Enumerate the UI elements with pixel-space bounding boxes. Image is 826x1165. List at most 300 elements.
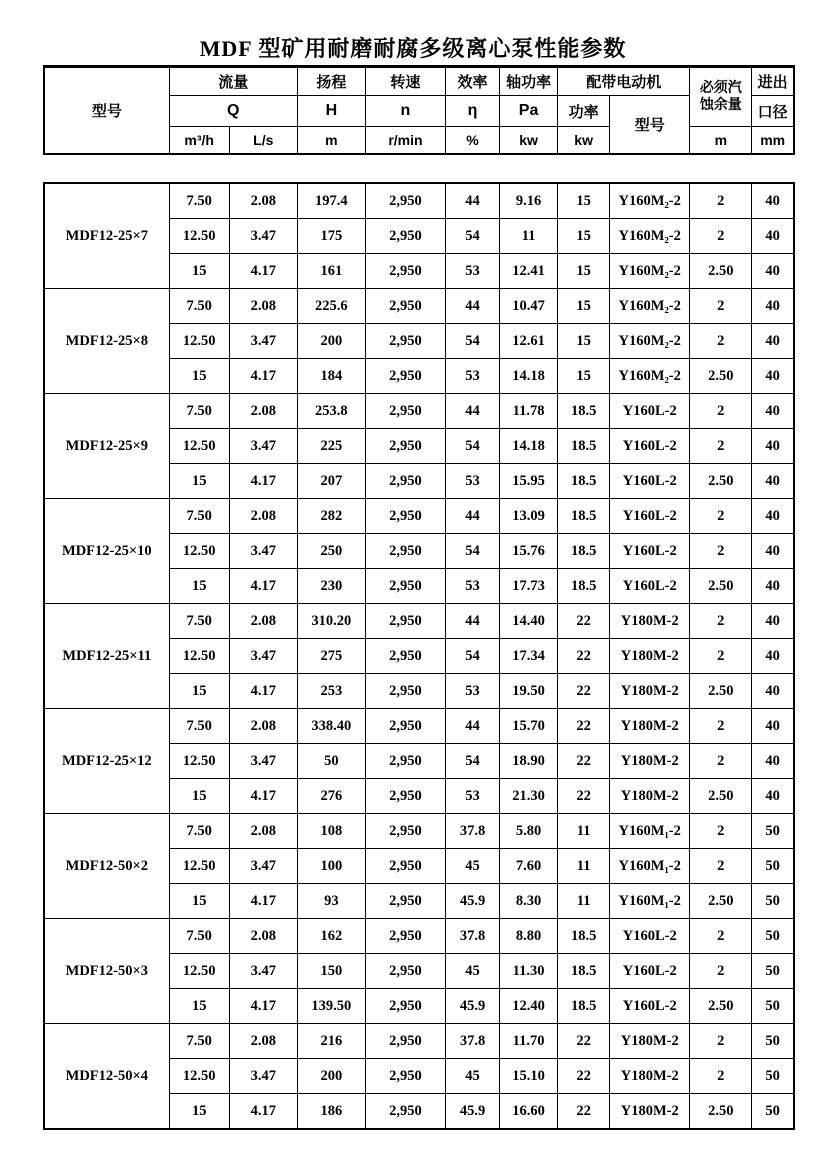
data-cell: 18.90 [500, 744, 558, 779]
data-cell: 2,950 [365, 849, 445, 884]
header-flow-symbol: Q [169, 96, 297, 127]
data-cell: 11 [500, 219, 558, 254]
header-npsh-line1: 必须汽 [699, 80, 742, 96]
data-cell: 5.80 [500, 814, 558, 849]
data-cell: 18.5 [558, 499, 610, 534]
data-cell: 12.50 [169, 324, 229, 359]
data-cell: 2,950 [365, 604, 445, 639]
data-cell: 15 [558, 254, 610, 289]
table-row [44, 814, 794, 849]
data-cell: 2 [690, 183, 752, 219]
data-cell: 4.17 [229, 254, 297, 289]
data-cell: 40 [752, 534, 794, 569]
data-cell: 37.8 [445, 814, 499, 849]
data-cell: 161 [297, 254, 365, 289]
pump-model-cell: MDF12-25×8 [44, 289, 169, 394]
data-cell: 12.50 [169, 429, 229, 464]
data-cell: 16.60 [500, 1094, 558, 1130]
data-cell: 37.8 [445, 1024, 499, 1059]
data-cell: 40 [752, 499, 794, 534]
header-npsh-line2: 蚀余量 [699, 98, 742, 113]
data-cell: 4.17 [229, 989, 297, 1024]
data-cell: 53 [445, 464, 499, 499]
pump-group [44, 604, 794, 709]
data-cell: 2,950 [365, 1024, 445, 1059]
data-cell: 45 [445, 849, 499, 884]
data-cell: Y160M₂-2 [610, 324, 690, 359]
data-cell: 9.16 [500, 183, 558, 219]
data-cell: 216 [297, 1024, 365, 1059]
data-cell: 50 [752, 1059, 794, 1094]
data-cell: 18.5 [558, 989, 610, 1024]
data-cell: 2,950 [365, 674, 445, 709]
data-cell: 139.50 [297, 989, 365, 1024]
data-cell: 225.6 [297, 289, 365, 324]
data-cell: 2,950 [365, 1094, 445, 1130]
header-efficiency-symbol: η [445, 96, 499, 127]
data-cell: 12.50 [169, 849, 229, 884]
data-cell: 2,950 [365, 1059, 445, 1094]
data-cell: 3.47 [229, 744, 297, 779]
data-cell: 2,950 [365, 254, 445, 289]
data-cell: 7.50 [169, 394, 229, 429]
data-cell: 14.40 [500, 604, 558, 639]
pump-group [44, 1024, 794, 1130]
data-cell: 45.9 [445, 989, 499, 1024]
data-cell: 2.08 [229, 183, 297, 219]
data-cell: 200 [297, 1059, 365, 1094]
pump-group [44, 183, 794, 289]
data-cell: 14.18 [500, 359, 558, 394]
data-cell: 15 [558, 359, 610, 394]
data-cell: 2,950 [365, 289, 445, 324]
header-head-symbol: H [297, 96, 365, 127]
data-cell: 40 [752, 709, 794, 744]
data-cell: 19.50 [500, 674, 558, 709]
data-cell: 282 [297, 499, 365, 534]
data-cell: 40 [752, 359, 794, 394]
data-cell: 54 [445, 534, 499, 569]
data-cell: 45 [445, 1059, 499, 1094]
table-row [44, 1024, 794, 1059]
page-title: MDF 型矿用耐磨耐腐多级离心泵性能参数 [199, 36, 627, 61]
data-cell: 15 [169, 1094, 229, 1130]
data-cell: 50 [752, 919, 794, 954]
data-cell: 8.30 [500, 884, 558, 919]
data-cell: 15 [558, 324, 610, 359]
data-cell: 50 [752, 1094, 794, 1130]
pump-model-cell: MDF12-25×7 [44, 183, 169, 289]
data-cell: 21.30 [500, 779, 558, 814]
data-cell: 2,950 [365, 989, 445, 1024]
data-cell: 15 [169, 779, 229, 814]
data-cell: 2,950 [365, 884, 445, 919]
table-row [44, 709, 794, 744]
header-flow: 流量 [169, 67, 297, 96]
data-cell: 15.95 [500, 464, 558, 499]
data-cell: 50 [752, 884, 794, 919]
data-cell: 10.47 [500, 289, 558, 324]
data-cell: Y180M-2 [610, 1024, 690, 1059]
data-cell: 2,950 [365, 639, 445, 674]
data-cell: 18.5 [558, 919, 610, 954]
data-cell: 2.50 [690, 254, 752, 289]
data-cell: Y160M₂-2 [610, 254, 690, 289]
data-cell: Y180M-2 [610, 779, 690, 814]
data-cell: 2.50 [690, 569, 752, 604]
data-cell: 54 [445, 429, 499, 464]
data-cell: 12.50 [169, 744, 229, 779]
data-cell: 14.18 [500, 429, 558, 464]
data-cell: 2,950 [365, 919, 445, 954]
data-cell: 4.17 [229, 1094, 297, 1130]
data-cell: 2,950 [365, 183, 445, 219]
data-cell: 2 [690, 919, 752, 954]
data-cell: 22 [558, 709, 610, 744]
data-cell: 2,950 [365, 324, 445, 359]
header-motor-model: 型号 [610, 96, 690, 155]
data-cell: 2 [690, 849, 752, 884]
data-cell: 2,950 [365, 779, 445, 814]
data-cell: 175 [297, 219, 365, 254]
data-cell: 17.34 [500, 639, 558, 674]
data-cell: 40 [752, 674, 794, 709]
data-cell: 53 [445, 779, 499, 814]
data-cell: 3.47 [229, 954, 297, 989]
data-cell: 2 [690, 534, 752, 569]
data-cell: 7.50 [169, 1024, 229, 1059]
data-cell: Y180M-2 [610, 604, 690, 639]
pump-model-cell: MDF12-25×10 [44, 499, 169, 604]
data-cell: 50 [752, 989, 794, 1024]
data-cell: 2 [690, 429, 752, 464]
data-cell: 13.09 [500, 499, 558, 534]
data-cell: 40 [752, 429, 794, 464]
data-cell: 225 [297, 429, 365, 464]
data-cell: 2 [690, 954, 752, 989]
data-cell: 310.20 [297, 604, 365, 639]
header-motor-power-unit: kw [558, 127, 610, 155]
data-cell: 2.50 [690, 359, 752, 394]
header-shaft-power-unit: kw [500, 127, 558, 155]
data-cell: 2.08 [229, 604, 297, 639]
data-cell: 12.50 [169, 954, 229, 989]
data-cell: 18.5 [558, 429, 610, 464]
data-cell: 15 [169, 254, 229, 289]
data-cell: 50 [752, 954, 794, 989]
data-cell: 11 [558, 884, 610, 919]
data-cell: 2.08 [229, 919, 297, 954]
data-cell: 11.30 [500, 954, 558, 989]
data-cell: 7.50 [169, 814, 229, 849]
data-cell: 40 [752, 394, 794, 429]
data-cell: 2.50 [690, 884, 752, 919]
data-cell: 45 [445, 954, 499, 989]
data-cell: 2 [690, 324, 752, 359]
data-cell: 40 [752, 569, 794, 604]
data-cell: 15.10 [500, 1059, 558, 1094]
data-cell: 15 [169, 884, 229, 919]
data-cell: Y160L-2 [610, 534, 690, 569]
data-cell: 15 [169, 464, 229, 499]
data-cell: 44 [445, 289, 499, 324]
data-cell: 54 [445, 324, 499, 359]
data-cell: 2.50 [690, 464, 752, 499]
data-cell: Y180M-2 [610, 709, 690, 744]
data-cell: 15 [169, 989, 229, 1024]
table-row [44, 604, 794, 639]
header-port-unit: mm [752, 127, 794, 155]
data-cell: 2.50 [690, 779, 752, 814]
data-cell: 22 [558, 1059, 610, 1094]
data-cell: 3.47 [229, 1059, 297, 1094]
data-cell: 40 [752, 324, 794, 359]
data-cell: 7.60 [500, 849, 558, 884]
data-cell: 22 [558, 604, 610, 639]
pump-group [44, 289, 794, 394]
data-cell: 12.50 [169, 1059, 229, 1094]
header-shaft-power-symbol: Pa [500, 96, 558, 127]
data-cell: 197.4 [297, 183, 365, 219]
data-cell: 2.08 [229, 499, 297, 534]
data-cell: 2.08 [229, 814, 297, 849]
data-cell: 253 [297, 674, 365, 709]
data-cell: 186 [297, 1094, 365, 1130]
data-cell: 2,950 [365, 499, 445, 534]
data-cell: 18.5 [558, 954, 610, 989]
data-cell: 15 [558, 219, 610, 254]
data-cell: 2 [690, 744, 752, 779]
data-cell: 4.17 [229, 359, 297, 394]
data-cell: 15 [558, 183, 610, 219]
data-cell: 275 [297, 639, 365, 674]
data-cell: 3.47 [229, 324, 297, 359]
data-cell: 12.50 [169, 639, 229, 674]
data-cell: 7.50 [169, 709, 229, 744]
data-cell: 250 [297, 534, 365, 569]
data-cell: 2 [690, 639, 752, 674]
data-cell: 3.47 [229, 639, 297, 674]
data-cell: 12.61 [500, 324, 558, 359]
data-cell: Y160M₂-2 [610, 183, 690, 219]
data-cell: 2,950 [365, 814, 445, 849]
data-cell: 15 [558, 289, 610, 324]
data-cell: 37.8 [445, 919, 499, 954]
header-efficiency-unit: % [445, 127, 499, 155]
data-cell: 50 [752, 1024, 794, 1059]
data-cell: Y160L-2 [610, 429, 690, 464]
data-cell: 2.08 [229, 394, 297, 429]
data-cell: Y160L-2 [610, 954, 690, 989]
data-cell: Y160M₂-2 [610, 289, 690, 324]
data-cell: 54 [445, 219, 499, 254]
data-cell: 45.9 [445, 1094, 499, 1130]
header-port-line2: 口径 [752, 96, 794, 127]
header-head-unit: m [297, 127, 365, 155]
data-cell: Y160M₂-2 [610, 219, 690, 254]
pump-group [44, 919, 794, 1024]
data-cell: 7.50 [169, 499, 229, 534]
table-row [44, 919, 794, 954]
header-npsh-unit: m [690, 127, 752, 155]
data-cell: Y160L-2 [610, 464, 690, 499]
data-cell: Y160L-2 [610, 919, 690, 954]
data-cell: 162 [297, 919, 365, 954]
data-cell: Y160M₁-2 [610, 814, 690, 849]
data-cell: 2 [690, 1059, 752, 1094]
data-cell: 207 [297, 464, 365, 499]
header-shaft-power: 轴功率 [500, 67, 558, 96]
pump-group [44, 499, 794, 604]
data-cell: 8.80 [500, 919, 558, 954]
data-cell: 3.47 [229, 534, 297, 569]
data-cell: 3.47 [229, 849, 297, 884]
data-cell: 44 [445, 604, 499, 639]
data-cell: 44 [445, 499, 499, 534]
data-cell: 22 [558, 674, 610, 709]
data-cell: 12.41 [500, 254, 558, 289]
data-cell: 2,950 [365, 744, 445, 779]
data-cell: 200 [297, 324, 365, 359]
header-npsh [690, 67, 752, 127]
data-cell: 12.50 [169, 219, 229, 254]
data-cell: 45.9 [445, 884, 499, 919]
data-cell: 44 [445, 709, 499, 744]
data-cell: 11.78 [500, 394, 558, 429]
data-cell: 44 [445, 183, 499, 219]
data-cell: 276 [297, 779, 365, 814]
data-cell: 40 [752, 289, 794, 324]
data-cell: Y180M-2 [610, 674, 690, 709]
data-cell: 2,950 [365, 569, 445, 604]
data-cell: 2 [690, 289, 752, 324]
data-cell: 338.40 [297, 709, 365, 744]
data-cell: 11 [558, 814, 610, 849]
data-cell: 44 [445, 394, 499, 429]
data-cell: 2.08 [229, 709, 297, 744]
pump-group [44, 814, 794, 919]
data-cell: 2 [690, 219, 752, 254]
data-cell: 2 [690, 1024, 752, 1059]
header-motor: 配带电动机 [558, 67, 690, 96]
data-cell: 18.5 [558, 394, 610, 429]
data-cell: 40 [752, 639, 794, 674]
data-cell: 2,950 [365, 464, 445, 499]
pump-table-body [43, 182, 795, 1130]
data-cell: 15 [169, 674, 229, 709]
pump-model-cell: MDF12-25×12 [44, 709, 169, 814]
data-cell: 4.17 [229, 464, 297, 499]
data-cell: 50 [752, 814, 794, 849]
data-cell: 22 [558, 1024, 610, 1059]
data-cell: 2,950 [365, 359, 445, 394]
data-cell: 17.73 [500, 569, 558, 604]
pump-model-cell: MDF12-25×9 [44, 394, 169, 499]
data-cell: 4.17 [229, 779, 297, 814]
pump-group [44, 709, 794, 814]
header-efficiency: 效率 [445, 67, 499, 96]
data-cell: 2,950 [365, 534, 445, 569]
data-cell: Y180M-2 [610, 639, 690, 674]
data-cell: Y160M₂-2 [610, 359, 690, 394]
data-cell: 18.5 [558, 534, 610, 569]
data-cell: 15 [169, 569, 229, 604]
pump-model-cell: MDF12-50×4 [44, 1024, 169, 1130]
data-cell: 40 [752, 744, 794, 779]
data-cell: 54 [445, 639, 499, 674]
data-cell: Y160M₁-2 [610, 849, 690, 884]
data-cell: 40 [752, 219, 794, 254]
data-cell: 2 [690, 394, 752, 429]
header-motor-power: 功率 [558, 96, 610, 127]
data-cell: 230 [297, 569, 365, 604]
pump-group [44, 394, 794, 499]
table-row [44, 499, 794, 534]
header-port-line1: 进出 [752, 67, 794, 96]
header-flow-unit-ls: L/s [229, 127, 297, 155]
data-cell: Y160L-2 [610, 569, 690, 604]
data-cell: 4.17 [229, 674, 297, 709]
data-cell: 53 [445, 569, 499, 604]
data-cell: 40 [752, 779, 794, 814]
data-cell: 22 [558, 1094, 610, 1130]
data-cell: 50 [297, 744, 365, 779]
data-cell: 7.50 [169, 604, 229, 639]
data-cell: 253.8 [297, 394, 365, 429]
data-cell: 11.70 [500, 1024, 558, 1059]
data-cell: Y160L-2 [610, 394, 690, 429]
data-cell: 2,950 [365, 709, 445, 744]
header-flow-unit-m3h: m³/h [169, 127, 229, 155]
data-cell: 53 [445, 674, 499, 709]
data-cell: 108 [297, 814, 365, 849]
header-model: 型号 [44, 67, 169, 155]
data-cell: 7.50 [169, 919, 229, 954]
data-cell: 22 [558, 779, 610, 814]
data-cell: 11 [558, 849, 610, 884]
pump-model-cell: MDF12-50×3 [44, 919, 169, 1024]
data-cell: 2,950 [365, 394, 445, 429]
header-head: 扬程 [297, 67, 365, 96]
data-cell: 18.5 [558, 464, 610, 499]
table-row [44, 289, 794, 324]
pump-model-cell: MDF12-50×2 [44, 814, 169, 919]
data-cell: 7.50 [169, 183, 229, 219]
header-speed-unit: r/min [365, 127, 445, 155]
data-cell: 2,950 [365, 219, 445, 254]
header-speed-symbol: n [365, 96, 445, 127]
data-cell: 53 [445, 359, 499, 394]
data-cell: 40 [752, 604, 794, 639]
data-cell: 2 [690, 499, 752, 534]
data-cell: 2 [690, 604, 752, 639]
data-cell: 93 [297, 884, 365, 919]
data-cell: 50 [752, 849, 794, 884]
data-cell: 12.50 [169, 534, 229, 569]
data-cell: 3.47 [229, 429, 297, 464]
header-row-1 [44, 67, 794, 96]
header-speed: 转速 [365, 67, 445, 96]
data-cell: Y160L-2 [610, 499, 690, 534]
data-cell: Y180M-2 [610, 744, 690, 779]
data-cell: 2.50 [690, 674, 752, 709]
data-cell: 22 [558, 744, 610, 779]
data-cell: 4.17 [229, 884, 297, 919]
pump-model-cell: MDF12-25×11 [44, 604, 169, 709]
table-row [44, 183, 794, 219]
data-cell: 2.08 [229, 1024, 297, 1059]
data-cell: 40 [752, 254, 794, 289]
